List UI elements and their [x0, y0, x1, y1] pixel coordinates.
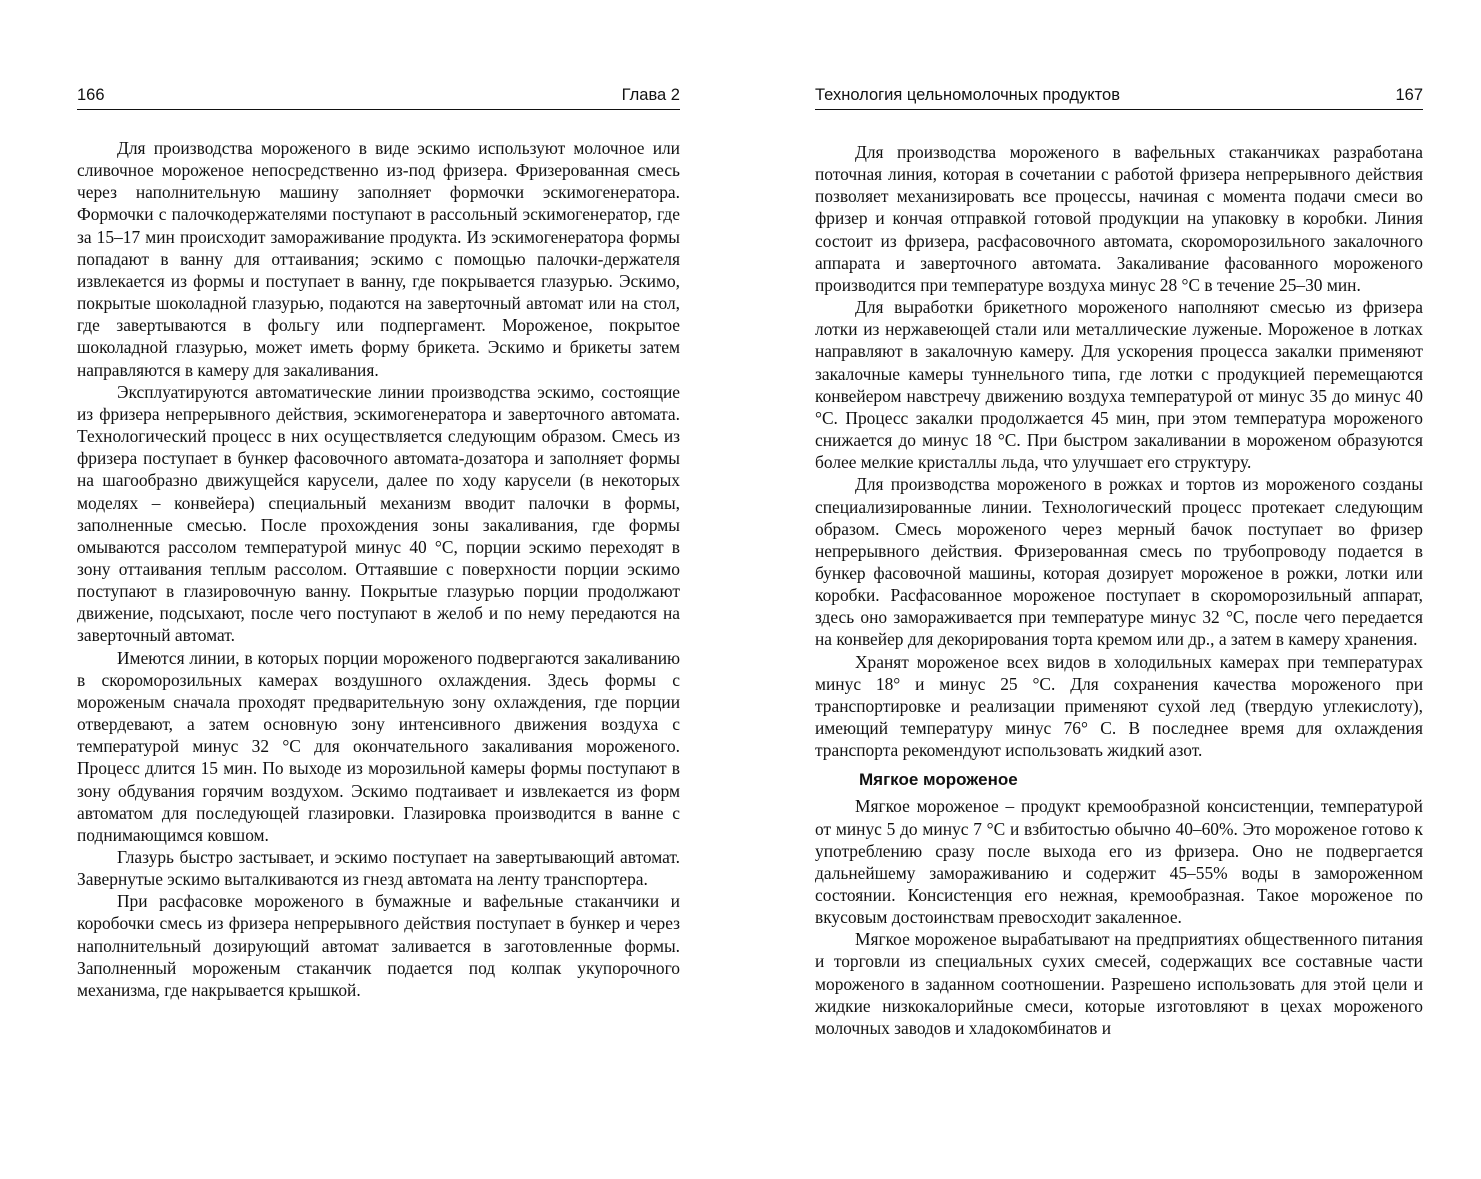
paragraph: Для производства мороженого в рожках и тортов из мороженого созданы специализированные линии. Технологический процесс протекает следующим образом. Смесь мороженого через мерный бачок поступает во фризер непрерывного действия. Фризерованная смесь по трубопроводу подается в бункер фасовочной машины, которая дозирует мороженое в рожки, лотки или коробки. Расфасованное мороженое поступает в скороморозильный аппарат, здесь оно замораживается при температуре минус 32 °C, после чего передается на конвейер для декорирования торта кремом или др., а затем в камеру хранения.	[815, 474, 1423, 650]
right-page-number: 167	[1395, 86, 1423, 104]
right-page	[740, 0, 1481, 1179]
paragraph: Мягкое мороженое – продукт кремообразной консистенции, температурой от минус 5 до минус 7 °C и взбитостью обычно 40–60%. Это мороженое готово к употреблению сразу после выхода его из фризера. Оно не подвергается дальнейшему замораживанию и содержит 45–55% воды в замороженном состоянии. Консистенция его нежная, кремообразная. Такое мороженое по вкусовым достоинствам превосходит закаленное.	[815, 796, 1423, 928]
right-text-column	[815, 141, 1423, 1039]
section-heading: Мягкое мороженое	[859, 770, 1018, 790]
left-running-head	[77, 84, 680, 110]
paragraph: Глазурь быстро застывает, и эскимо поступает на завертывающий автомат. Завернутые эскимо выталкиваются из гнезд автомата на ленту транспортера.	[77, 847, 680, 890]
paragraph: Хранят мороженое всех видов в холодильных камерах при температурах минус 18° и минус 25 °C. Для сохранения качества мороженого при транспортировке и реализации применяют сухой лед (твердую углекислоту), имеющий температуру минус 76° C. В последнее время для охлаждения транспорта рекомендуют использовать жидкий азот.	[815, 651, 1423, 761]
left-page-number: 166	[77, 86, 105, 104]
paragraph: При расфасовке мороженого в бумажные и вафельные стаканчики и коробочки смесь из фризера непрерывного действия поступает в бункер и через наполнительный дозирующий автомат заливается в заготовленные формы. Заполненный мороженым стаканчик подается под колпак укупорочного механизма, где накрывается крышкой.	[77, 891, 680, 1000]
paragraph: Для производства мороженого в вафельных стаканчиках разработана поточная линия, которая в сочетании с работой фризера непрерывного действия позволяет механизировать все процессы, начиная с момента подачи смеси во фризер и кончая отправкой готовой продукции на упаковку в коробки. Линия состоит из фризера, расфасовочного автомата, скороморозильного закалочного аппарата и заверточного автомата. Закаливание фасованного мороженого производится при температуре воздуха минус 28 °C в течение 25–30 мин.	[815, 142, 1423, 295]
paragraph: Эксплуатируются автоматические линии производства эскимо, состоящие из фризера непрерывного действия, эскимогенератора и заверточного автомата. Технологический процесс в них осуществляется следующим образом. Смесь из фризера поступает в бункер фасовочного автомата-дозатора и заполняет формы на шагообразно движущейся карусели, далее по ходу карусели (в некоторых моделях – конвейера) специальный механизм вводит палочки в формы, заполненные смесью. После прохождения зоны закаливания, где формы омываются рассолом температурой минус 40 °C, порции эскимо переходят в зону оттаивания теплым рассолом. Оттаявшие с поверхности порции эскимо поступают в глазировочную ванну. Покрытые глазурью порции продолжают движение, подсыхают, после чего поступают в желоб и по нему передаются на заверточный автомат.	[77, 381, 680, 646]
left-text-column	[77, 137, 680, 1001]
paragraph: Для выработки брикетного мороженого наполняют смесью из фризера лотки из нержавеющей стали или металлические луженые. Мороженое в лотках направляют в закалочную камеру. Для ускорения процесса закалки применяют закалочные камеры туннельного типа, где лотки с продукцией перемещаются конвейером навстречу движению воздуха температурой от минус 35 до минус 40 °C. Процесс закалки продолжается 45 мин, при этом температура мороженого снижается до минус 18 °C. При быстром закаливании в мороженом образуются более мелкие кристаллы льда, что улучшает его структуру.	[815, 297, 1423, 473]
paragraph: Для производства мороженого в виде эскимо используют молочное или сливочное мороженое непосредственно из-под фризера. Фризерованная смесь через наполнительную машину заполняет формочки эскимогенератора. Формочки с палочкодержателями поступают в рассольный эскимогенератор, где за 15–17 мин происходит замораживание продукта. Из эскимогенератора формы попадают в ванну для оттаивания; эскимо с помощью палочки-держателя извлекается из формы и поступает в ванну, где покрывается глазурью. Эскимо, покрытые шоколадной глазурью, подаются на заверточный автомат или на стол, где завертываются в фольгу или подпергамент. Мороженое, покрытое шоколадной глазурью, может иметь форму брикета. Эскимо и брикеты затем направляются в камеру для закаливания.	[77, 138, 680, 380]
right-running-head	[815, 84, 1423, 110]
left-chapter-title: Глава 2	[621, 86, 680, 104]
paragraph: Мягкое мороженое вырабатывают на предприятиях общественного питания и торговли из специальных сухих смесей, содержащих все составные части мороженого в заданном соотношении. Разрешено использовать для этой цели и жидкие низкокалорийные смеси, которые изготовляют в цехах мороженого молочных заводов и хладокомбинатов и	[815, 929, 1423, 1038]
left-page	[0, 0, 740, 1179]
right-section-title: Технология цельномолочных продуктов	[815, 86, 1121, 104]
paragraph: Имеются линии, в которых порции мороженого подвергаются закаливанию в скороморозильных камерах воздушного охлаждения. Здесь формы с мороженым сначала проходят предварительную зону охлаждения, где порции отвердевают, а затем основную зону интенсивного движения воздуха с температурой минус 32 °C для окончательного закаливания мороженого. Процесс длится 15 мин. По выходе из морозильной камеры формы поступают в зону обдувания горячим воздухом. Эскимо подтаивает и извлекается из форм автоматом для последующей глазировки. Глазировка производится в ванне с поднимающимся ковшом.	[77, 647, 680, 845]
